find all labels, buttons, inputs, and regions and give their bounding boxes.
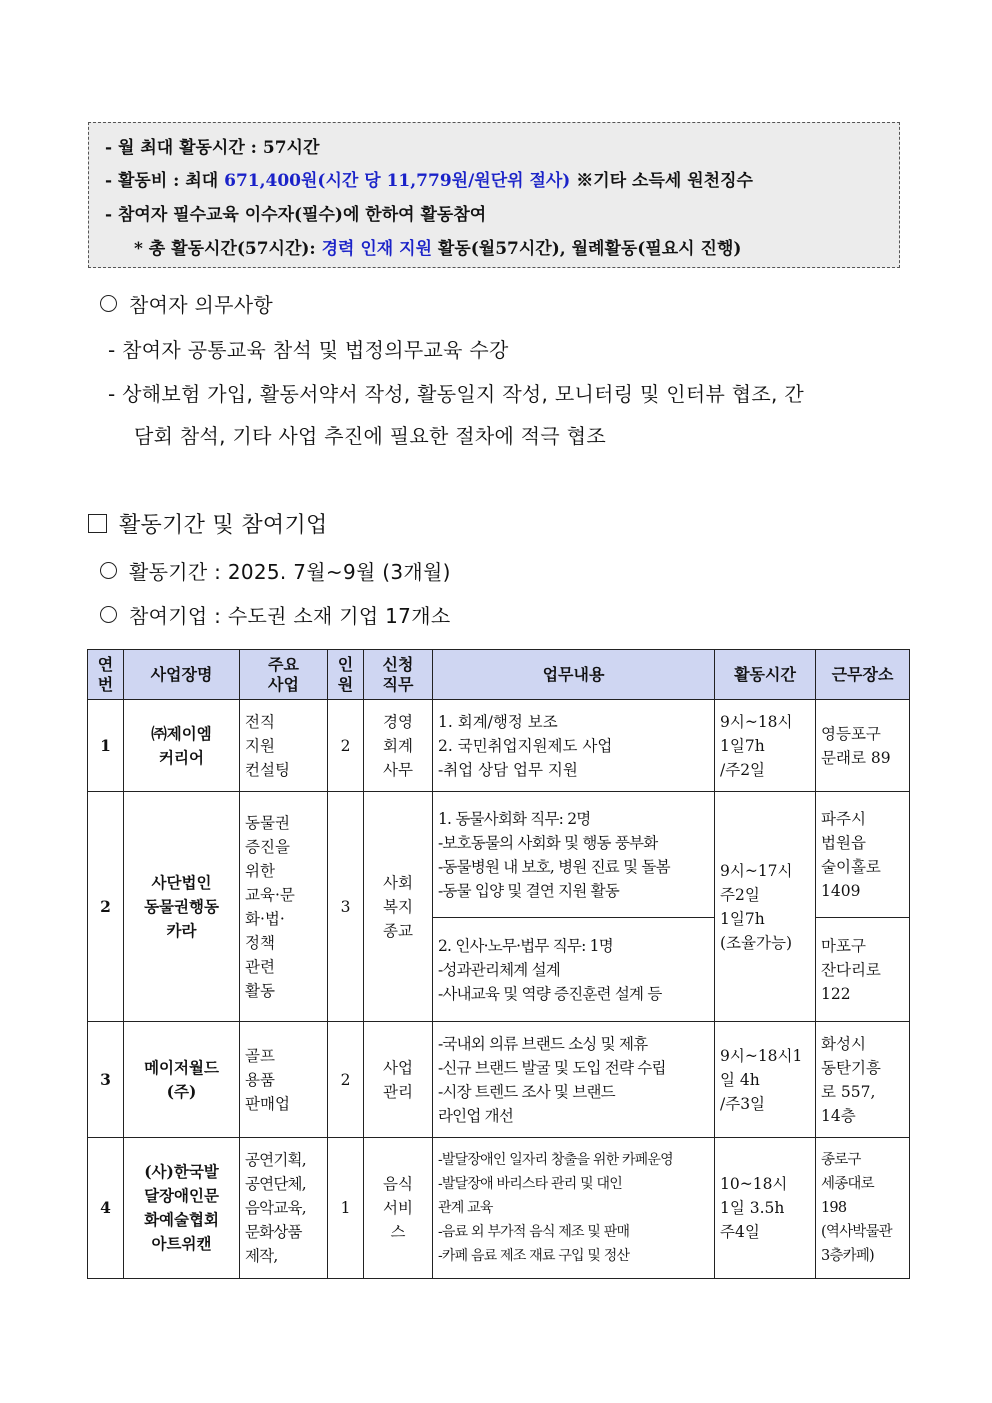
header-hours: 활동시간 [715,650,816,700]
cell-hours: 10~18시 1일 3.5h 주4일 [715,1138,816,1279]
duties-heading-text: 참여자 의무사항 [129,293,273,317]
cell-tasks: 1. 회계/행정 보조 2. 국민취업지원제도 사업 -취업 상담 업무 지원 [433,700,715,792]
note-total-label: * 총 활동시간(57시간): [134,239,322,259]
note-total-hours [134,234,741,259]
note-fee-tax: ※기타 소득세 원천징수 [570,171,753,191]
cell-business: 전직 지원 컨설팅 [240,700,328,792]
cell-job: 경영 회계 사무 [364,700,433,792]
activity-period [100,556,451,585]
table-row [88,1022,910,1138]
header-job: 신청 직무 [364,650,433,700]
square-bullet-icon [88,514,107,533]
duty-item-education: - 참여자 공통교육 참석 및 법정의무교육 수강 [108,338,509,362]
cell-name: 메이저월드 (주) [124,1022,240,1138]
header-count: 인 원 [328,650,364,700]
cell-location: 영등포구 문래로 89 [816,700,910,792]
cell-tasks: -발달장애인 일자리 창출을 위한 카페운영 -발달장애 바리스타 관리 및 대인 관계 교육 -음료 외 부가적 음식 제조 및 판매 -카페 음료 제조 재료 구입 및 정산 [433,1138,715,1279]
header-business: 주요 사업 [240,650,328,700]
duty-item-cooperation-line1: - 상해보험 가입, 활동서약서 작성, 활동일지 작성, 모니터링 및 인터뷰 협조, 간 [108,382,804,406]
cell-name: (사)한국발 달장애인문 화예술협회 아트위캔 [124,1138,240,1279]
circle-bullet-icon [100,562,117,579]
cell-location: 종로구 세종대로 198 (역사박물관 3층카페) [816,1138,910,1279]
cell-location: 화성시 동탄기흥 로 557, 14층 [816,1022,910,1138]
cell-tasks-animal: 1. 동물사회화 직무: 2명 -보호동물의 사회화 및 행동 풍부화 -동물병원 내 보호, 병원 진료 및 돌봄 -동물 입양 및 결연 지원 활동 [433,792,715,918]
circle-bullet-icon [100,606,117,623]
cell-business: 골프 용품 판매업 [240,1022,328,1138]
table-header-row [88,650,910,700]
table-row [88,792,910,918]
cell-name: ㈜제이엠 커리어 [124,700,240,792]
company-table [87,649,910,1279]
cell-no: 1 [88,700,124,792]
note-required-education: - 참여자 필수교육 이수자(필수)에 한하여 활동참여 [105,205,487,225]
note-activity-fee [105,166,753,191]
circle-bullet-icon [100,295,117,312]
header-no: 연 번 [88,650,124,700]
cell-count: 2 [328,700,364,792]
cell-count: 2 [328,1022,364,1138]
cell-hours: 9시~17시 주2일 1일7h (조율가능) [715,792,816,1022]
note-max-hours: - 월 최대 활동시간 : 57시간 [105,138,320,158]
note-fee-amount: 671,400원(시간 당 11,779원/원단위 절사) [224,171,571,191]
table-row [88,1138,910,1279]
duty-item-cooperation-line2: 담회 참석, 기타 사업 추진에 필요한 절차에 적극 협조 [134,424,606,448]
cell-business: 공연기획, 공연단체, 음악교육, 문화상품 제작, [240,1138,328,1279]
header-name: 사업장명 [124,650,240,700]
duties-heading [100,289,273,318]
note-total-detail: 활동(월57시간), 월례활동(필요시 진행) [432,239,742,259]
header-tasks: 업무내용 [433,650,715,700]
cell-name: 사단법인 동물권행동 카라 [124,792,240,1022]
cell-tasks: -국내외 의류 브랜드 소싱 및 제휴 -신규 브랜드 발굴 및 도입 전략 수립 -시장 트렌드 조사 및 브랜드 라인업 개선 [433,1022,715,1138]
cell-location-paju: 파주시 법원읍 술이홀로 1409 [816,792,910,918]
section-heading-text: 활동기간 및 참여기업 [119,513,328,538]
cell-count: 3 [328,792,364,1022]
cell-count: 1 [328,1138,364,1279]
cell-job: 사업 관리 [364,1022,433,1138]
section-heading [88,508,328,539]
activity-period-text: 활동기간 : 2025. 7월~9월 (3개월) [129,560,451,584]
cell-job: 사회 복지 종교 [364,792,433,1022]
table-row [88,700,910,792]
header-location: 근무장소 [816,650,910,700]
cell-no: 2 [88,792,124,1022]
note-total-highlight: 경력 인재 지원 [321,239,432,259]
cell-no: 4 [88,1138,124,1279]
cell-no: 3 [88,1022,124,1138]
participating-companies [100,600,450,629]
cell-hours: 9시~18시 1일7h /주2일 [715,700,816,792]
cell-hours: 9시~18시1 일 4h /주3일 [715,1022,816,1138]
cell-job: 음식 서비 스 [364,1138,433,1279]
cell-business: 동물권 증진을 위한 교육·문 화·법· 정책 관련 활동 [240,792,328,1022]
note-fee-label: - 활동비 : 최대 [105,171,225,191]
cell-tasks-hr: 2. 인사·노무·법무 직무: 1명 -성과관리체계 설계 -사내교육 및 역량 증진훈련 설계 등 [433,918,715,1022]
cell-location-mapo: 마포구 잔다리로 122 [816,918,910,1022]
participating-companies-text: 참여기업 : 수도권 소재 기업 17개소 [129,604,451,628]
activity-notes-box [88,122,900,268]
